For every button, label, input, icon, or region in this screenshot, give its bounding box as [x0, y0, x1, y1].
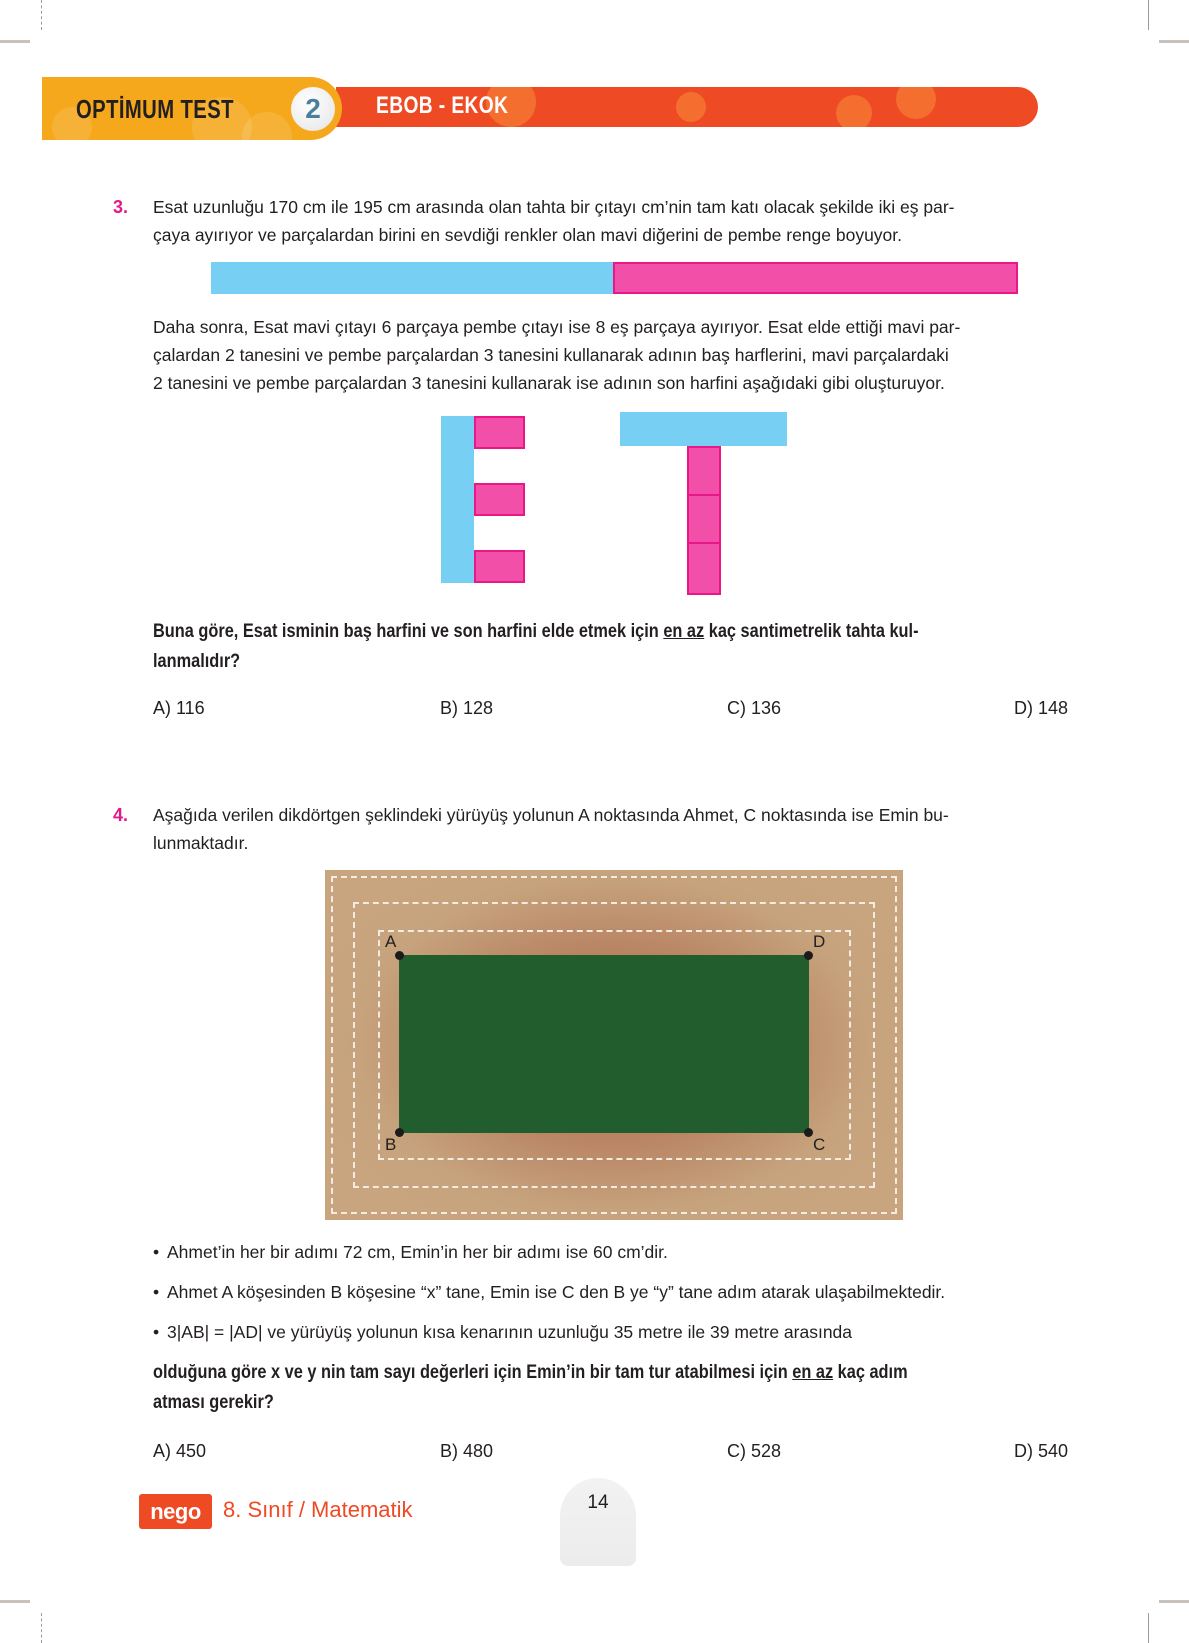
- test-number-badge: 2: [291, 87, 335, 131]
- pink-piece: [474, 416, 525, 449]
- pink-bar: [613, 262, 1018, 294]
- bullet-icon: •: [153, 1282, 160, 1302]
- blue-piece: [620, 412, 787, 446]
- prompt-text: kaç adım: [833, 1362, 908, 1383]
- bullet-text: 3|AB| = |AD| ve yürüyüş yolunun kısa kenarının uzunluğu 35 metre ile 39 metre arasında: [167, 1322, 853, 1342]
- vertex-d-dot: [804, 951, 813, 960]
- text-line: atması gerekir?: [153, 1392, 274, 1413]
- question-intro: [153, 193, 1083, 249]
- bullet-text: Ahmet’in her bir adımı 72 cm, Emin’in her bir adımı ise 60 cm’dir.: [167, 1242, 668, 1262]
- vertex-d-label: D: [813, 932, 826, 951]
- bullet-icon: •: [153, 1322, 160, 1342]
- bullet-text: Ahmet A köşesinden B köşesine “x” tane, Emin ise C den B ye “y” tane adım atarak ulaşabilmektedir.: [167, 1282, 946, 1302]
- option-d[interactable]: D) 148: [1014, 698, 1069, 718]
- grass-rectangle: [399, 955, 809, 1133]
- pink-piece: [474, 550, 525, 583]
- blue-bar: [211, 262, 614, 294]
- pink-piece: [687, 446, 721, 496]
- option-d[interactable]: D) 540: [1014, 1441, 1069, 1461]
- crop-mark: [1159, 40, 1189, 43]
- text-line: Daha sonra, Esat mavi çıtayı 6 parçaya pembe çıtayı ise 8 eş parçaya ayırıyor. Esat elde ettiği mavi par-: [153, 317, 961, 337]
- text-line: [153, 617, 1082, 647]
- page-number: 14: [587, 1492, 609, 1513]
- vertex-c-label: C: [813, 1135, 826, 1154]
- text-line: lunmaktadır.: [153, 833, 249, 853]
- text-line: lanmalıdır?: [153, 651, 241, 672]
- crop-mark: [1159, 1600, 1189, 1603]
- crop-mark: [0, 1600, 30, 1603]
- crop-mark: [41, 1613, 42, 1643]
- bullet-item: [153, 1282, 945, 1303]
- question-number: 4.: [113, 805, 129, 825]
- text-line: [153, 1358, 1082, 1388]
- emphasis-text: en az: [792, 1362, 834, 1383]
- footer-subtitle: 8. Sınıf / Matematik: [223, 1497, 413, 1522]
- bullet-item: [153, 1322, 852, 1343]
- crop-mark: [0, 40, 30, 43]
- option-c[interactable]: C) 136: [727, 698, 782, 718]
- option-b[interactable]: B) 480: [440, 1441, 494, 1461]
- pink-piece: [687, 542, 721, 595]
- walking-path-figure: [325, 870, 903, 1220]
- question-prompt: [153, 1358, 1082, 1418]
- crop-mark: [1148, 0, 1149, 30]
- prompt-text: kaç santimetrelik tahta kul-: [704, 621, 919, 642]
- vertex-c-dot: [804, 1128, 813, 1137]
- series-title: OPTİMUM TEST: [76, 94, 234, 124]
- text-line: Aşağıda verilen dikdörtgen şeklindeki yürüyüş yolunun A noktasında Ahmet, C noktasında ise Emin bu-: [153, 805, 949, 825]
- text-line: Esat uzunluğu 170 cm ile 195 cm arasında olan tahta bir çıtayı cm’nin tam katı olacak şekilde iki eş par-: [153, 197, 955, 217]
- text-line: 2 tanesini ve pembe parçalardan 3 tanesini kullanarak ise adının son harfini aşağıdaki gibi oluşturuyor.: [153, 373, 945, 393]
- bullet-item: [153, 1242, 668, 1263]
- crop-mark: [1148, 1613, 1149, 1643]
- text-line: çaya ayırıyor ve parçalardan birini en sevdiği renkler olan mavi diğerini de pembe renge boyuyor.: [153, 225, 903, 245]
- bullet-icon: •: [153, 1242, 160, 1262]
- pink-piece: [687, 494, 721, 544]
- emphasis-text: en az: [663, 621, 705, 642]
- topic-banner: [336, 87, 1038, 127]
- option-a[interactable]: A) 116: [153, 698, 205, 718]
- vertex-b-dot: [395, 1128, 404, 1137]
- text-line: çalardan 2 tanesini ve pembe parçalardan 3 tanesini kullanarak adının baş harflerini, mavi parçalardaki: [153, 345, 949, 365]
- option-a[interactable]: A) 450: [153, 1441, 207, 1461]
- question-number: 3.: [113, 197, 129, 217]
- question-body: [153, 313, 1083, 397]
- vertex-a-label: A: [385, 932, 397, 951]
- pink-piece: [474, 483, 525, 516]
- question-prompt: [153, 617, 1082, 677]
- option-c[interactable]: C) 528: [727, 1441, 782, 1461]
- crop-mark: [41, 0, 42, 30]
- vertex-a-dot: [395, 951, 404, 960]
- question-intro: [153, 801, 1083, 857]
- topic-title: EBOB - EKOK: [376, 92, 509, 119]
- prompt-text: Buna göre, Esat isminin baş harfini ve son harfini elde etmek için: [153, 621, 664, 642]
- publisher-logo: nego: [139, 1494, 212, 1529]
- vertex-b-label: B: [385, 1135, 397, 1154]
- prompt-text: olduğuna göre x ve y nin tam sayı değerleri için Emin’in bir tam tur atabilmesi için: [153, 1362, 793, 1383]
- blue-piece: [441, 416, 474, 583]
- option-b[interactable]: B) 128: [440, 698, 494, 718]
